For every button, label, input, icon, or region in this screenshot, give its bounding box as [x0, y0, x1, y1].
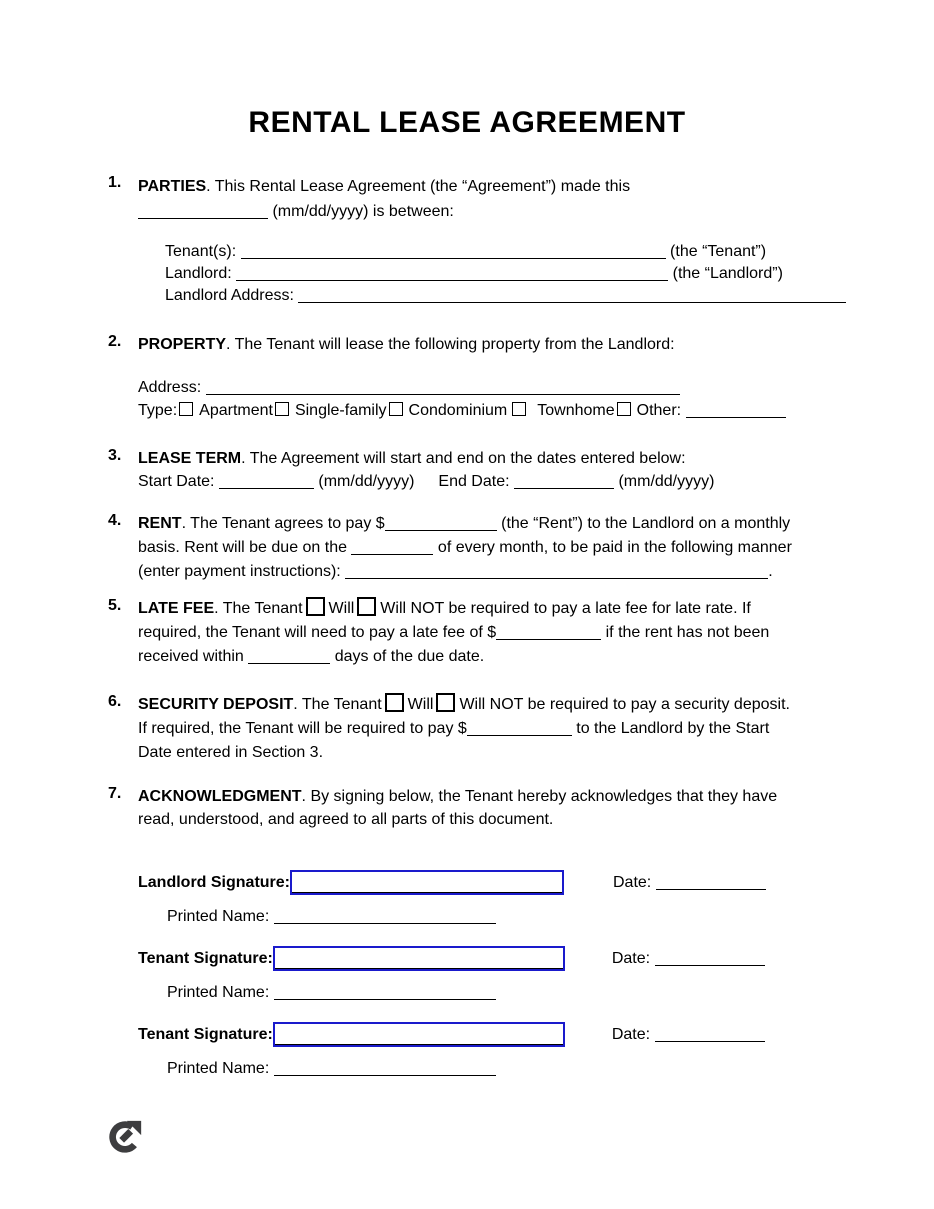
other-checkbox [617, 402, 631, 416]
property-fields [108, 376, 824, 422]
end-date-format: (mm/dd/yyyy) [618, 473, 715, 490]
property-type-line [138, 399, 824, 422]
late-fee-line-3 [138, 645, 824, 669]
rent-text-1a: . The Tenant agrees to pay $ [181, 515, 385, 532]
single-family-checkbox [275, 402, 289, 416]
tenant-signature-row-1 [138, 946, 828, 971]
tenant-name-blank [241, 244, 666, 259]
printed-name-row [167, 981, 496, 1004]
printed-name-blank [274, 909, 496, 924]
acknowledgment-text-2: read, understood, and agreed to all parts of this document. [138, 811, 554, 828]
tenant-label: Tenant(s): [165, 243, 237, 260]
condominium-checkbox [389, 402, 403, 416]
townhome-checkbox [512, 402, 526, 416]
section-number: 3. [108, 447, 122, 464]
landlord-label: Landlord: [165, 265, 232, 282]
end-date-label: End Date: [438, 473, 510, 490]
printed-name-label: Printed Name: [167, 984, 270, 1001]
rent-text-3a: (enter payment instructions): [138, 563, 341, 580]
late-fee-text-1a: . The Tenant [214, 600, 303, 617]
section-number: 7. [108, 785, 122, 802]
rent-text-3b: . [768, 563, 773, 580]
lease-dates-line [138, 470, 824, 493]
type-option-apartment: Apartment [199, 402, 273, 419]
security-deposit-text-2a: If required, the Tenant will be required to pay $ [138, 720, 467, 737]
rent-heading: RENT [138, 515, 182, 532]
landlord-signature-row [138, 870, 828, 895]
rent-line-2 [138, 536, 824, 560]
lease-term-text-1: . The Agreement will start and end on the dates entered below: [241, 450, 686, 467]
late-fee-text-2b: if the rent has not been [605, 624, 770, 641]
date-group [612, 950, 765, 968]
tenant-field-line [165, 241, 881, 263]
late-fee-text-2a: required, the Tenant will need to pay a late fee of $ [138, 624, 497, 641]
security-deposit-line-1 [138, 693, 824, 717]
type-label: Type: [138, 402, 178, 419]
address-label: Address: [138, 379, 202, 396]
printed-name-blank [274, 1061, 496, 1076]
rent-line-3 [138, 560, 824, 584]
payment-instructions-blank [345, 564, 768, 579]
deposit-amount-blank [467, 721, 572, 736]
late-fee-line-2 [138, 621, 824, 645]
parties-line-2 [138, 199, 824, 224]
start-date-format: (mm/dd/yyyy) [318, 473, 415, 490]
printed-name-row [167, 1057, 496, 1080]
section-acknowledgment [108, 785, 824, 831]
rent-amount-blank [385, 516, 497, 531]
rent-text-2a: basis. Rent will be due on the [138, 539, 348, 556]
tenant-signature-label: Tenant Signature: [138, 1025, 273, 1043]
security-deposit-text-3: Date entered in Section 3. [138, 744, 324, 761]
deposit-will-label: Will [407, 696, 434, 713]
date-label: Date: [611, 1025, 651, 1043]
late-fee-will-label: Will [328, 600, 355, 617]
security-deposit-text-1b: Will NOT be required to pay a security deposit. [459, 696, 790, 713]
late-fee-text-1b: Will NOT be required to pay a late fee for late rate. If [380, 600, 751, 617]
lease-term-heading: LEASE TERM [138, 450, 242, 467]
landlord-field-line [165, 263, 881, 285]
printed-name-label: Printed Name: [167, 1060, 270, 1077]
late-fee-line-1 [138, 597, 824, 621]
section-rent [108, 512, 824, 584]
property-heading: PROPERTY [138, 336, 227, 353]
security-deposit-line-3 [138, 741, 824, 765]
end-date-blank [514, 474, 614, 489]
security-deposit-text-1a: . The Tenant [293, 696, 382, 713]
security-deposit-text-2b: to the Landlord by the Start [576, 720, 770, 737]
tenant-suffix: (the “Tenant”) [670, 243, 767, 260]
property-address-blank [206, 380, 680, 395]
parties-fields [165, 241, 881, 307]
section-number: 2. [108, 333, 122, 350]
tenant-signature-field-2[interactable] [273, 1022, 565, 1047]
date-group [612, 1026, 765, 1044]
lease-term-line-1 [138, 447, 824, 470]
section-number: 6. [108, 693, 122, 710]
date-group [613, 874, 766, 892]
late-fee-days-blank [248, 649, 330, 664]
late-fee-text-3b: days of the due date. [334, 648, 485, 665]
date-blank [656, 875, 766, 890]
date-blank [655, 1027, 765, 1042]
late-fee-text-3a: received within [138, 648, 244, 665]
late-fee-will-checkbox [306, 597, 325, 616]
apartment-checkbox [179, 402, 193, 416]
late-fee-heading: LATE FEE [138, 600, 215, 617]
printed-name-row [167, 905, 496, 928]
landlord-signature-label: Landlord Signature: [138, 873, 290, 891]
tenant-signature-label: Tenant Signature: [138, 949, 273, 967]
rent-line-1 [138, 512, 824, 536]
circular-arrow-logo-icon [106, 1118, 144, 1156]
type-option-single-family: Single-family [294, 402, 387, 419]
parties-line-1 [138, 174, 824, 199]
deposit-will-not-checkbox [436, 693, 455, 712]
parties-text-1: . This Rental Lease Agreement (the “Agreement”) made this [206, 178, 631, 195]
late-fee-will-not-checkbox [357, 597, 376, 616]
property-text-1: . The Tenant will lease the following property from the Landlord: [226, 336, 675, 353]
acknowledgment-text-1: . By signing below, the Tenant hereby acknowledges that they have [301, 788, 778, 805]
late-fee-amount-blank [496, 625, 601, 640]
type-option-other: Other: [636, 402, 682, 419]
landlord-address-line [165, 285, 881, 307]
tenant-signature-row-2 [138, 1022, 828, 1047]
type-option-condominium: Condominium [408, 402, 508, 419]
acknowledgment-heading: ACKNOWLEDGMENT [138, 788, 302, 805]
agreement-date-blank [138, 204, 268, 219]
rent-text-1b: (the “Rent”) to the Landlord on a monthly [501, 515, 791, 532]
security-deposit-heading: SECURITY DEPOSIT [138, 696, 294, 713]
section-number: 1. [108, 174, 122, 191]
section-property [108, 333, 824, 356]
start-date-blank [219, 474, 314, 489]
property-address-line [138, 376, 824, 399]
start-date-label: Start Date: [138, 473, 215, 490]
landlord-signature-field[interactable] [290, 870, 564, 895]
landlord-address-blank [298, 288, 846, 303]
acknowledgment-line-2 [138, 808, 824, 831]
property-line-1 [138, 333, 824, 356]
rent-due-day-blank [351, 540, 433, 555]
section-parties [108, 174, 824, 224]
printed-name-label: Printed Name: [167, 908, 270, 925]
other-type-blank [686, 403, 786, 418]
section-number: 5. [108, 597, 122, 614]
parties-heading: PARTIES [138, 178, 207, 195]
deposit-will-checkbox [385, 693, 404, 712]
rent-text-2b: of every month, to be paid in the following manner [437, 539, 792, 556]
parties-text-2: (mm/dd/yyyy) is between: [272, 203, 454, 220]
date-blank [655, 951, 765, 966]
date-label: Date: [611, 949, 651, 967]
type-option-townhome: Townhome [537, 402, 615, 419]
printed-name-blank [274, 985, 496, 1000]
section-number: 4. [108, 512, 122, 529]
acknowledgment-line-1 [138, 785, 824, 808]
security-deposit-line-2 [138, 717, 824, 741]
section-security-deposit [108, 693, 824, 765]
page-title: RENTAL LEASE AGREEMENT [248, 106, 686, 139]
section-late-fee [108, 597, 824, 669]
tenant-signature-field-1[interactable] [273, 946, 565, 971]
landlord-address-label: Landlord Address: [165, 287, 294, 304]
date-label: Date: [613, 873, 652, 891]
landlord-name-blank [236, 266, 668, 281]
section-lease-term [108, 447, 824, 493]
landlord-suffix: (the “Landlord”) [672, 265, 783, 282]
